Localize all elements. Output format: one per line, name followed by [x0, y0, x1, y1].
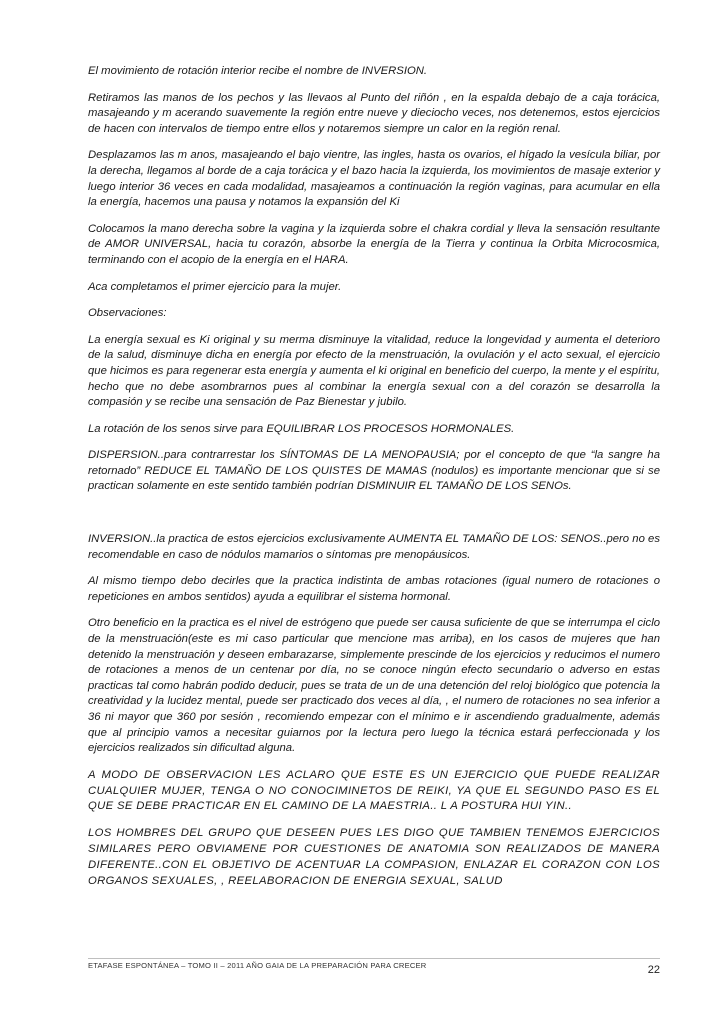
footer-divider: [88, 958, 660, 959]
footer-title: ETAFASE ESPONTÁNEA – TOMO II – 2011 AÑO GAIA DE LA PREPARACIÓN PARA CRECER: [88, 961, 427, 970]
blank-space: [88, 506, 660, 532]
paragraph-men-note: LOS HOMBRES DEL GRUPO QUE DESEEN PUES LES DIGO QUE TAMBIEN TENEMOS EJERCICIOS SIMILARES PERO OBVIAMENE POR CUESTIONES DE ANATOMIA SON REALIZADOS DE MANERA DIFERENTE..CON EL OBJETIVO DE ACENTUAR LA COMPASION, ENLAZAR EL CORAZON CON LOS ORGANOS SEXUALES, , REELABORACION DE ENERGIA SEXUAL, SALUD: [88, 827, 660, 887]
paragraph-observation-note: A MODO DE OBSERVACION LES ACLARO QUE ESTE ES UN EJERCICIO QUE PUEDE REALIZAR CUALQUIER MUJER, TENGA O NO CONOCIMINETOS DE REIKI, YA QUE EL SEGUNDO PASO ES EL QUE SE DEBE PRACTICAR EN EL CAMINO DE LA MAESTRIA.. L A POSTURA HUI YIN..: [88, 768, 660, 813]
page-body: [88, 64, 660, 889]
paragraph-both-rotations: Al mismo tiempo debo decirles que la practica indistinta de ambas rotaciones (igual numero de rotaciones o repeticiones en ambos sentidos) ayuda a equilibrar el sistema hormonal.: [88, 575, 660, 603]
paragraph-abdomen-massage: Desplazamos las m anos, masajeando el bajo vientre, las ingles, hasta os ovarios, el hígado la vesícula biliar, por la derecha, llegamos al borde de a caja torácica y el bazo hacia la izquierda, los movimientos de masaje exterior y luego interior 36 veces en cada modalidad, masajeamos a continuación la región vaginas, para acumular en ella la energía, hacemos una pausa y notamos la expansión del Ki: [88, 149, 660, 209]
paragraph-hormonal-balance: La rotación de los senos sirve para EQUILIBRAR LOS PROCESOS HORMONALES.: [88, 422, 515, 435]
paragraph-first-exercise-complete: Aca completamos el primer ejercicio para la mujer.: [88, 280, 342, 293]
paragraph-universal-love: Colocamos la mano derecha sobre la vagina y la izquierda sobre el chakra cordial y lleva la sensación resultante de AMOR UNIVERSAL, hacia tu corazón, absorbe la energía de la Tierra y continua la Orbita Microcosmica, terminando con el acopio de la energía en el HARA.: [88, 222, 660, 266]
paragraph-other-benefit: Otro beneficio en la practica es el nivel de estrógeno que puede ser causa suficiente de que se interrumpa el ciclo de la menstruación(este es mi caso particular que mencione mas arriba), en los casos de mujeres que han detenido la menstruación y deseen embarazarse, simplemente prescinde de los ejercicios y reducimos el numero de rotaciones a menos de un centenar por día, no se conoce ningún efecto secundario o adverso en estas practicas tal como habrán podido deducir, pues se trata de un de una detención del reloj biológico que potencia la creatividad y la lucidez mental, puede ser practicado dos veces al día, , el numero de rotaciones no sea inferior a 36 ni mayor que 360 por sesión , recomiendo empezar con el mínimo e ir ascendiendo gradualmente, además que al principio vamos a necesitar guiarnos por la lectura pero luego la técnica estará perfeccionada y los ejercicios realizados sin dificultad alguna.: [88, 617, 660, 755]
paragraph-inversion-intro: El movimiento de rotación interior recibe el nombre de INVERSION.: [88, 65, 428, 77]
paragraph-sexual-energy: La energía sexual es Ki original y su merma disminuye la vitalidad, reduce la longevidad y aumenta el deterioro de la salud, disminuye dicha en energía por efecto de la menstruación, la ovulación y el acto sexual, el ejercicio que hicimos es para regenerar esta energía y aumenta el ki original en beneficio del cuerpo, la mente y el espíritu, hecho que no debe asombrarnos pues al combinar la energía sexual con a del corazón se desarrolla la compasión y se recibe una sensación de Paz Bienestar y jubilo.: [88, 333, 660, 409]
page-number: 22: [647, 964, 660, 976]
paragraph-kidney-massage: Retiramos las manos de los pechos y las llevaos al Punto del riñón , en la espalda debajo de a caja torácica, masajeando y m acerando suavemente la región entre nueve y dieciocho veces, nos detenemos, estos ejercicios de hacen con intervalos de tiempo entre ellos y notaremos siempre un calor en la región renal.: [88, 91, 660, 135]
paragraph-inversion-effects: INVERSION..la practica de estos ejercicios exclusivamente AUMENTA EL TAMAÑO DE LOS: SENOS..pero no es recomendable en caso de nódulos mamarios o síntomas pre menopáusicos.: [88, 533, 660, 561]
paragraph-observations-heading: Observaciones:: [88, 307, 167, 320]
paragraph-dispersion: DISPERSION..para contrarrestar los SÍNTOMAS DE LA MENOPAUSIA; por el concepto de que “la sangre ha retornado” REDUCE EL TAMAÑO DE LOS QUISTES DE MAMAS (nodulos) es importante mencionar que si se practican solamente en este sentido también podrían DISMINUIR EL TAMAÑO DE LOS SENOs.: [88, 449, 660, 493]
